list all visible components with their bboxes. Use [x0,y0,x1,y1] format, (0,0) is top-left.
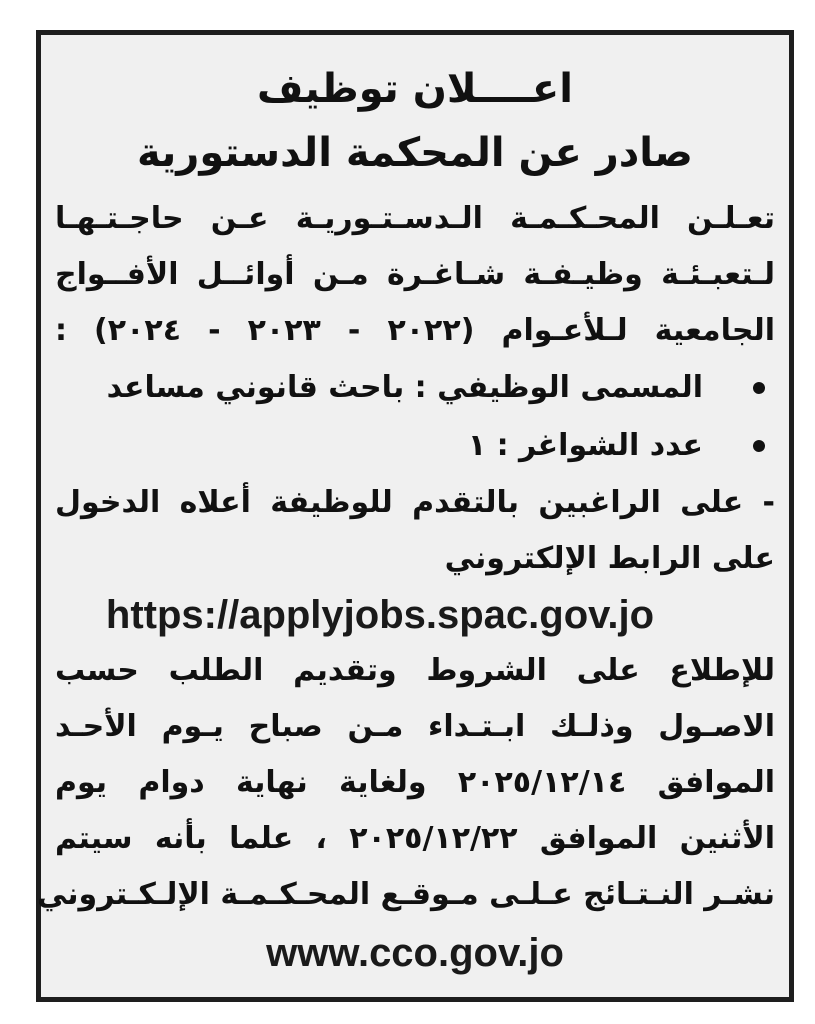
instruction-line: على الرابط الإلكتروني [444,541,775,576]
bullet-icon [753,382,765,394]
instructions-paragraph [55,475,775,587]
job-details-list [55,359,775,475]
intro-line: لـتعبـئـة وظيـفـة شـاغـرة مـن أوائــل الأفــواج [55,257,775,292]
job-announcement-frame [36,30,794,1002]
details-line: للإطلاع على الشروط وتقديم الطلب حسب [55,653,775,688]
intro-line: تعـلـن المحـكـمـة الـدسـتـوريـة عـن حاجـتـهـا [55,201,775,236]
details-paragraph [36,643,776,923]
details-line: الاصـول وذلـك ابـتـداء مـن صباح يـوم الأحـد [55,709,775,744]
instruction-line: - على الراغبين بالتقدم للوظيفة أعلاه الدخول [55,485,775,520]
court-website-link[interactable]: www.cco.gov.jo [266,931,564,975]
intro-paragraph [55,191,775,359]
vacancies-text: عدد الشواغر : ١ [467,428,703,463]
details-line: نشـر النـتـائج عـلـى مـوقـع المحـكـمـة الإلـكـتروني [36,877,775,912]
details-line: الموافق ٢٠٢٥/١٢/١٤ ولغاية نهاية دوام يوم [55,765,775,800]
job-title-text: المسمى الوظيفي : باحث قانوني مساعد [106,370,703,405]
apply-url-link[interactable]: https://applyjobs.spac.gov.jo [105,593,655,637]
vacancies-item [55,417,775,475]
intro-line: الجامعية لـلأعـوام (٢٠٢٢ - ٢٠٢٣ - ٢٠٢٤) : [55,313,776,348]
job-title-item [55,359,775,417]
announcement-title: اعــــلان توظيف [257,66,573,112]
announcement-subtitle: صادر عن المحكمة الدستورية [137,130,693,176]
details-line: الأثنين الموافق ٢٠٢٥/١٢/٢٢ ، علما بأنه سيتم [55,821,776,856]
bullet-icon [753,440,765,452]
job-announcement-content [36,61,789,981]
